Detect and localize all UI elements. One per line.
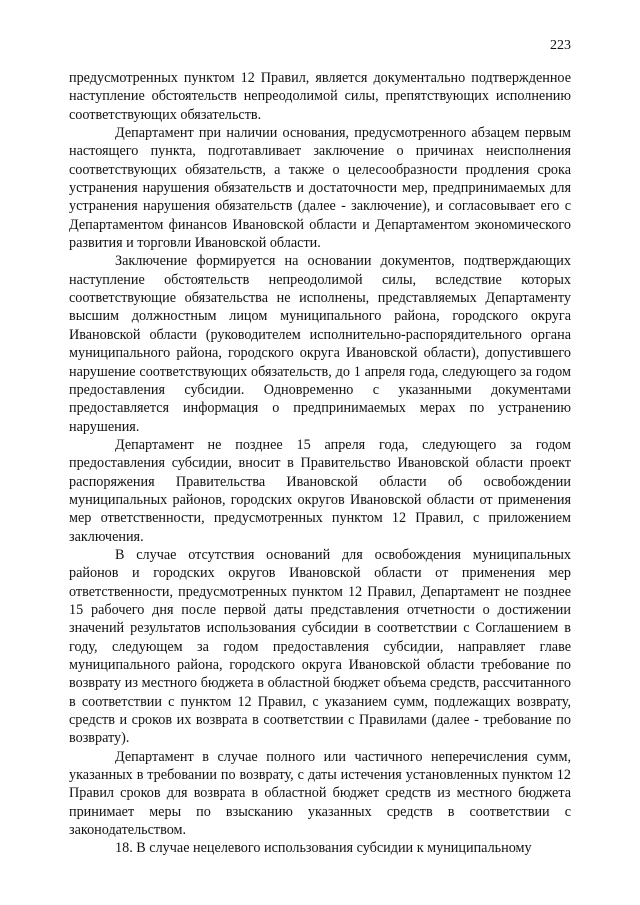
paragraph-conclusion-basis: Заключение формируется на основании документов, подтверждающих наступление обстоятельств непреодолимой силы, вследствие которых соответствующие обязательства не исполнены, представляемых Департаменту высшим должностным лицом муниципального района, городского округа Ивановской области (руководителем исполнительно-распорядительного органа муниципального района, городского округа Ивановской области), допустившего нарушение соответствующих обязательств, до 1 апреля года, следующего за годом предоставления субсидии. Одновременно с указанными документами предоставляется информация о предпринимаемых мерах по устранению нарушения. bbox=[69, 253, 571, 435]
paragraph-refund-requirement: В случае отсутствия оснований для освобождения муниципальных районов и городских округов Ивановской области от применения мер ответственности, предусмотренных пунктом 12 Правил, Департамент не позднее 15 рабочего дня после первой даты представления отчетности о достижении значений результатов использования субсидии в соответствии с Соглашением в году, следующем за годом предоставления субсидии, направляет главе муниципального района, городского округа Ивановской области требование по возврату из местного бюджета в областной бюджет объема средств, рассчитанного в соответствии с пунктом 12 Правил, с указанием сумм, подлежащих возврату, средств и сроков их возврата в соответствии с Правилами (далее - требование по возврату). bbox=[69, 546, 571, 747]
document-body bbox=[69, 69, 571, 858]
paragraph-continuation: предусмотренных пунктом 12 Правил, является документально подтвержденное наступление обстоятельств непреодолимой силы, препятствующих исполнению соответствующих обязательств. bbox=[69, 70, 571, 123]
paragraph-recovery-measures: Департамент в случае полного или частичного неперечисления сумм, указанных в требовании по возврату, с даты истечения установленных пунктом 12 Правил сроков для возврата в областной бюджет средств из местного бюджета принимает меры по взысканию указанных средств в соответствии с законодательством. bbox=[69, 748, 571, 839]
paragraph-release-order: Департамент не позднее 15 апреля года, следующего за годом предоставления субсидии, вносит в Правительство Ивановской области проект распоряжения Правительства Ивановской области об освобождении муниципальных районов, городских округов Ивановской области от применения мер ответственности, предусмотренных пунктом 12 Правил, с приложением заключения. bbox=[69, 436, 571, 545]
paragraph-department-conclusion: Департамент при наличии основания, предусмотренного абзацем первым настоящего пункта, подготавливает заключение о причинах неисполнения соответствующих обязательств, а также о целесообразности продления срока устранения нарушения обязательств и достаточности мер, предпринимаемых для устранения нарушения обязательств (далее - заключение), и согласовывает его с Департаментом финансов Ивановской области и Департаментом экономического развития и торговли Ивановской области. bbox=[69, 125, 571, 252]
page-number: 223 bbox=[550, 38, 571, 53]
paragraph-item-18: 18. В случае нецелевого использования субсидии к муниципальному bbox=[115, 840, 532, 857]
